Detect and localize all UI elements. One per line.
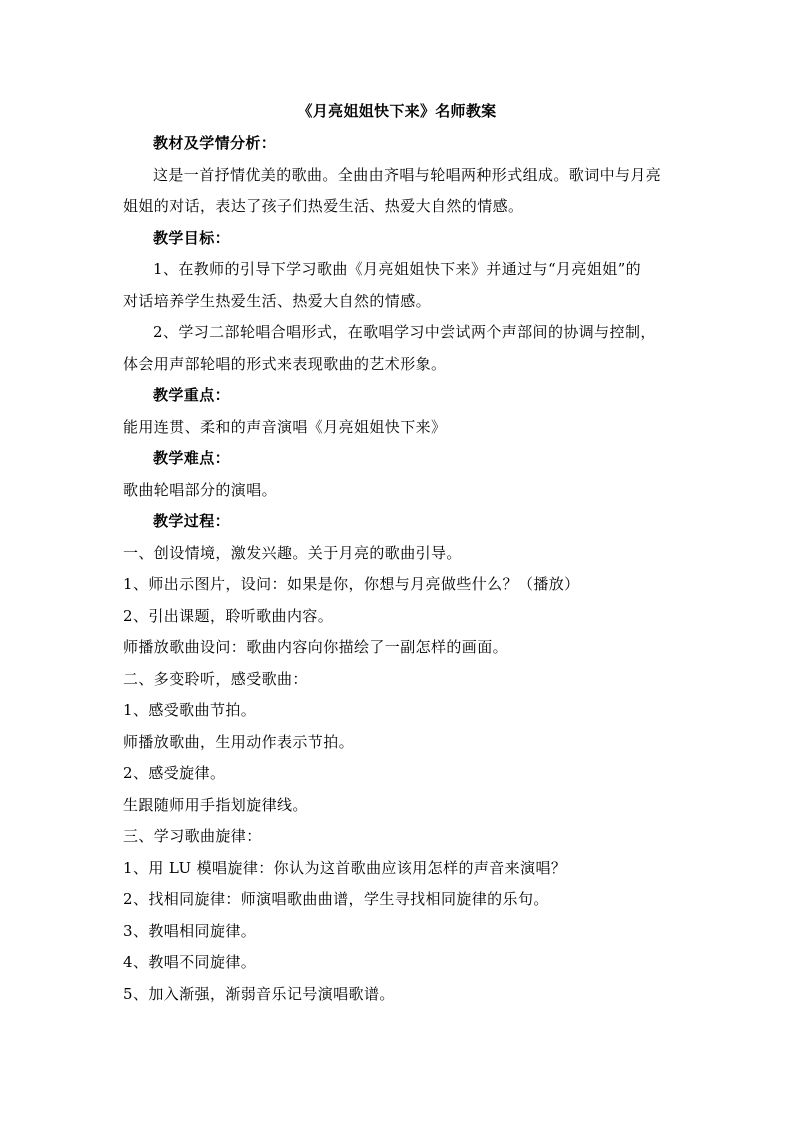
section-heading: 教学难点： xyxy=(153,449,231,467)
paragraph-line: 二、多变聆听，感受歌曲： xyxy=(123,669,308,688)
paragraph-line: 对话培养学生热爱生活、热爱大自然的情感。 xyxy=(123,291,432,310)
paragraph-line: 师播放歌曲，生用动作表示节拍。 xyxy=(123,732,355,751)
paragraph-line: 姐姐的对话，表达了孩子们热爱生活、热爱大自然的情感。 xyxy=(123,197,524,215)
paragraph-line: 2、感受旋律。 xyxy=(123,764,226,782)
section-heading: 教学目标： xyxy=(153,228,231,247)
paragraph-line: 体会用声部轮唱的形式来表现歌曲的艺术形象。 xyxy=(123,354,447,373)
paragraph-line: 1、感受歌曲节拍。 xyxy=(123,701,257,719)
paragraph-line: 5、加入渐强，渐弱音乐记号演唱歌谱。 xyxy=(123,984,395,1003)
paragraph-line: 师播放歌曲设问：歌曲内容向你描绘了一副怎样的画面。 xyxy=(123,638,509,656)
paragraph-line: 生跟随师用手指划旋律线。 xyxy=(123,795,308,814)
paragraph-line: 能用连贯、柔和的声音演唱《月亮姐姐快下来》 xyxy=(123,417,447,436)
paragraph-line: 这是一首抒情优美的歌曲。全曲由齐唱与轮唱两种形式组成。歌词中与月亮 xyxy=(153,165,662,184)
paragraph-line: 2、引出课题，聆听歌曲内容。 xyxy=(123,606,334,625)
paragraph-line: 一、创设情境，激发兴趣。关于月亮的歌曲引导。 xyxy=(123,543,462,562)
paragraph-line: 1、在教师的引导下学习歌曲《月亮姐姐快下来》并通过与“月亮姐姐”的 xyxy=(153,260,642,278)
paragraph-line: 三、学习歌曲旋律： xyxy=(123,827,262,845)
paragraph-line: 1、用 LU 模唱旋律：你认为这首歌曲应该用怎样的声音来演唱？ xyxy=(123,858,567,877)
paragraph-line: 2、学习二部轮唱合唱形式，在歌唱学习中尝试两个声部间的协调与控制， xyxy=(153,323,656,341)
paragraph-line: 歌曲轮唱部分的演唱。 xyxy=(123,480,278,499)
section-heading: 教材及学情分析： xyxy=(153,134,277,152)
paragraph-line: 1、师出示图片，设问：如果是你，你想与月亮做些什么？（播放） xyxy=(123,575,580,593)
paragraph-line: 2、找相同旋律：师演唱歌曲曲谱，学生寻找相同旋律的乐句。 xyxy=(123,890,549,908)
paragraph-line: 3、教唱相同旋律。 xyxy=(123,921,257,940)
document-body xyxy=(123,128,683,1010)
section-heading: 教学重点： xyxy=(153,386,231,404)
section-heading: 教学过程： xyxy=(153,512,231,530)
paragraph-line: 4、教唱不同旋律。 xyxy=(123,953,257,971)
document-title: 《月亮姐姐快下来》名师教案 xyxy=(297,102,497,120)
